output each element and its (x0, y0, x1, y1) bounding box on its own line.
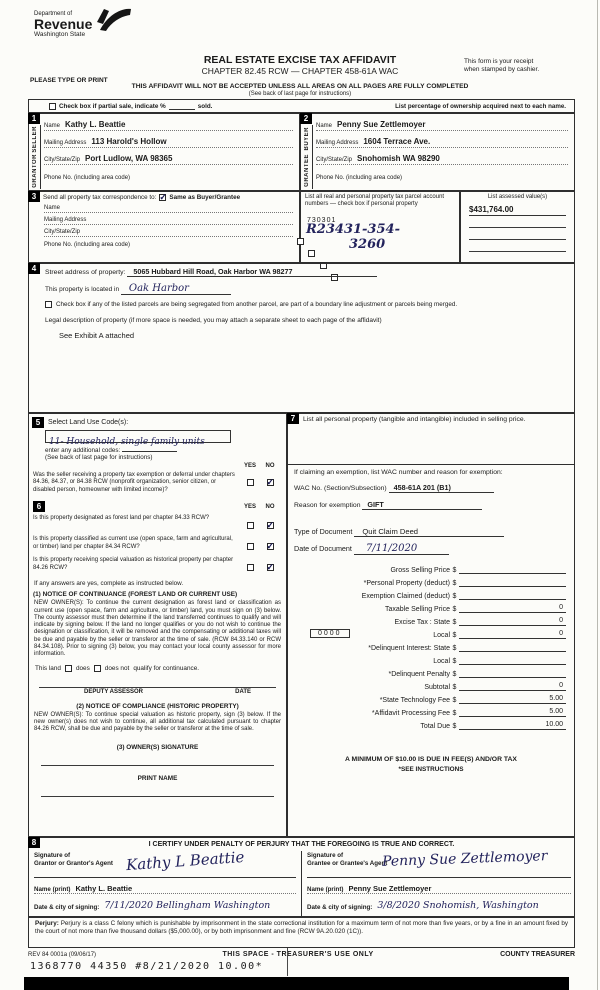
personal-property-label: List all personal property (tangible and intangible) included in selling price. (303, 416, 526, 423)
seller-side-label: SELLER (31, 125, 38, 153)
dollar-sign: $ (452, 619, 457, 627)
buyer-city-label: City/State/Zip (316, 157, 353, 163)
tax-line-subtotal (292, 678, 566, 691)
compliance-title: (2) NOTICE OF COMPLIANCE (HISTORIC PROPERTY) (76, 702, 239, 710)
print-name-title: PRINT NAME (137, 775, 178, 783)
street-address-label: Street address of property: (45, 269, 126, 276)
tax-line-label: *Delinquent Penalty (388, 671, 450, 679)
dollar-sign: $ (452, 645, 457, 653)
excise-tax-state-field[interactable]: 0 (459, 617, 566, 626)
certification-section (28, 837, 575, 917)
dollar-sign: $ (452, 567, 457, 575)
assessed-value-blank-3[interactable] (469, 240, 566, 252)
tax-line-label: Excise Tax : State (394, 619, 450, 627)
section5-see-back-note: (See back of last page for instructions) (45, 454, 153, 461)
forest-land-question-text: Is this property designated as forest land per chapter 84.33 RCW? (33, 515, 210, 522)
seller-city-field[interactable]: Port Ludlow, WA 98365 (85, 154, 173, 163)
section-3-badge: 3 (28, 191, 40, 202)
rev-form-code: REV 84 0001a (09/06/17) (28, 951, 97, 958)
historic-no-checkbox[interactable] (267, 564, 274, 571)
form-title: REAL ESTATE EXCISE TAX AFFIDAVIT (203, 54, 397, 66)
receipt-note (464, 58, 576, 74)
buyer-section (300, 113, 575, 191)
current-use-question-text: Is this property classified as current use (open space, farm and agricultural, or timber) land per chapter 84.34 RCW? (33, 536, 233, 550)
dollar-sign: $ (452, 593, 457, 601)
deferral-no-checkbox[interactable] (267, 479, 274, 486)
parcel-number-handwritten-2[interactable]: 3260 (349, 237, 386, 252)
buyer-name-field[interactable]: Penny Sue Zettlemoyer (337, 120, 426, 129)
parcel-number-typed-field[interactable]: 730301 (307, 217, 337, 224)
grantee-signature-value: Penny Sue Zettlemoyer (381, 848, 548, 870)
continuance-title: (1) NOTICE OF CONTINUANCE (FOREST LAND OR CURRENT USE) (33, 591, 238, 599)
tax-line-taxable-selling-price (292, 600, 566, 613)
grantor-certification (34, 847, 296, 911)
section-7-badge: 7 (287, 413, 299, 424)
located-in-label: This property is located in (45, 286, 120, 293)
tax-line-affidavit-processing-fee (292, 704, 566, 717)
ownership-percentage-note: List percentage of ownership acquired next to each name. (395, 103, 566, 110)
partial-sale-label: Check box if partial sale, indicate % (59, 102, 166, 110)
legal-description-value[interactable]: See Exhibit A attached (59, 331, 135, 340)
section6-header-row (33, 501, 280, 512)
same-as-buyer-checkbox[interactable] (159, 194, 166, 201)
perjury-notice (28, 917, 575, 948)
exemption-reason-label: Reason for exemption (294, 502, 361, 510)
tax-line-excise-local (292, 626, 566, 639)
form-subtitle: CHAPTER 82.45 RCW — CHAPTER 458-61A WAC (201, 66, 399, 76)
grantor-date-city-label: Date & city of signing: (34, 904, 100, 911)
section6-yes-label: YES (243, 503, 256, 510)
section-2-badge: 2 (300, 113, 312, 124)
section5-yes-label: YES (243, 463, 256, 469)
personal-property-checkbox-1[interactable] (297, 238, 304, 245)
certify-statement: I CERTIFY UNDER PENALTY OF PERJURY THAT THE FOREGOING IS TRUE AND CORRECT. (148, 841, 455, 848)
grantee-side-label: GRANTEE (303, 154, 310, 188)
grantor-sig-label-2: Grantor or Grantor's Agent (34, 859, 113, 867)
seller-phone-label: Phone No. (including area code) (44, 175, 131, 181)
segregated-label: Check box if any of the listed parcels are being segregated from another parcel, are part of a boundary line adjustment or parcels being merged. (56, 301, 458, 308)
land-use-code-field[interactable] (45, 430, 231, 447)
print-name-line[interactable] (41, 782, 274, 797)
any-yes-note: If any answers are yes, complete as instructed below. (34, 580, 184, 588)
dor-flag-icon (96, 6, 132, 39)
partial-sale-row (28, 99, 575, 113)
perjury-label: Perjury: (35, 920, 59, 927)
tax-line-label: Local (433, 658, 450, 666)
gross-selling-price-field[interactable] (459, 565, 566, 574)
subtotal-field[interactable]: 0 (459, 682, 566, 691)
tax-line-label: Exemption Claimed (deduct) (361, 593, 450, 601)
deferral-question-row (33, 472, 280, 494)
buyer-address-label: Mailing Address (316, 140, 359, 146)
forest-land-question-row (33, 515, 280, 533)
tax-correspondence-section (28, 191, 300, 263)
tax-computation-table (288, 561, 574, 730)
exemption-divider (288, 464, 574, 465)
seller-side-labels (29, 125, 41, 189)
seller-name-field[interactable]: Kathy L. Beattie (65, 120, 126, 129)
section-1-badge: 1 (28, 113, 40, 124)
grantee-sig-label-1: Signature of (307, 852, 344, 859)
grantor-sig-label-1: Signature of (34, 852, 71, 859)
grantor-name-print-label: Name (print) (34, 886, 71, 893)
grantor-signature-value: Kathy L Beattie (125, 847, 245, 875)
tax-line-total-due (292, 717, 566, 730)
buyer-side-label: BUYER (303, 126, 310, 151)
buyer-side-labels (301, 125, 313, 189)
county-treasurer-label: COUNTY TREASURER (500, 951, 575, 958)
receipt-note-line1: This form is your receipt (464, 58, 534, 65)
assessed-value-header: List assessed value(s) (487, 194, 548, 200)
land-use-code-value: 11- Household, single family units (49, 437, 205, 447)
perjury-text: Perjury is a class C felony which is punishable by imprisonment in the state correctional institution for a maximum term of not more than five years, or by a fine in an amount fixed by the court of not more than five thousand dollars ($5,000.00), or by both imprisonment and fine (RCW 9A.20.020 (1C)). (35, 920, 569, 935)
minimum-due-note: A MINIMUM OF $10.00 IS DUE IN FEE(S) AND/OR TAX (345, 756, 517, 764)
dollar-sign: $ (452, 723, 457, 731)
seller-address-label: Mailing Address (44, 140, 87, 146)
tax-line-delinquent-penalty (292, 665, 566, 678)
qualify-label: qualify for continuance. (133, 664, 200, 672)
footer-row (28, 951, 575, 958)
seller-city-label: City/State/Zip (44, 157, 81, 163)
washington-state-label: Washington State (34, 31, 86, 38)
document-type-field[interactable]: Quit Claim Deed (354, 527, 504, 537)
tax-line-label: *Affidavit Processing Fee (371, 710, 450, 718)
type-or-print-label: PLEASE TYPE OR PRINT (30, 77, 108, 84)
grantor-signature-field[interactable] (34, 847, 296, 878)
local-location-code-field[interactable]: 0000 (310, 629, 350, 638)
does-checkbox[interactable] (65, 665, 72, 672)
wac-number-field[interactable]: 458-61A 201 (B1) (389, 483, 494, 493)
tax-line-label: *Delinquent Interest: State (368, 645, 450, 653)
claiming-exemption-label: If claiming an exemption, list WAC number and reason for exemption: (294, 469, 503, 477)
grantee-name-print-field[interactable]: Penny Sue Zettlemoyer (348, 884, 432, 893)
current-use-no-checkbox[interactable] (267, 543, 274, 550)
delinquent-interest-local-field[interactable] (459, 656, 566, 665)
delinquent-interest-state-field[interactable] (459, 643, 566, 652)
buyer-address-field[interactable]: 1604 Terrace Ave. (363, 137, 431, 146)
dept-of-label: Department of (34, 11, 73, 17)
buyer-phone-label: Phone No. (including area code) (316, 175, 403, 181)
assessed-value-section (460, 191, 575, 263)
partial-sale-checkbox[interactable] (49, 103, 56, 110)
same-as-buyer-label: Same as Buyer/Grantee (169, 194, 241, 201)
tax-line-state-technology-fee (292, 691, 566, 704)
additional-codes-field[interactable] (122, 445, 177, 452)
grantee-sig-label-2: Grantee or Grantee's Agent (307, 859, 388, 867)
tax-line-label: Taxable Selling Price (385, 606, 450, 614)
dollar-sign: $ (452, 606, 457, 614)
taxable-selling-price-field[interactable]: 0 (459, 604, 566, 613)
dollar-sign: $ (452, 632, 457, 640)
see-back-note: (See back of last page for instructions) (248, 91, 352, 97)
grantee-name-print-label: Name (print) (307, 886, 344, 893)
dollar-sign: $ (452, 658, 457, 666)
wac-number-label: WAC No. (Section/Subsection) (294, 485, 387, 493)
tax-line-excise-state (292, 613, 566, 626)
parcel-number-handwritten-1[interactable]: R23431-354- (306, 222, 400, 237)
revenue-label: Revenue (34, 16, 93, 32)
grantee-date-city-label: Date & city of signing: (307, 904, 373, 911)
land-use-section (28, 413, 287, 837)
tax-line-personal-property (292, 574, 566, 587)
receipt-note-line2: when stamped by cashier. (464, 66, 540, 73)
section-4-badge: 4 (28, 263, 40, 274)
exemption-claimed-field[interactable] (459, 591, 566, 600)
section5-no-label: NO (265, 463, 275, 469)
partial-sale-percent-field[interactable] (169, 102, 195, 110)
section-8-badge: 8 (28, 837, 40, 848)
tax-line-label: *Personal Property (deduct) (363, 580, 450, 588)
personal-property-blank-area[interactable] (288, 424, 574, 464)
historic-property-question-row (33, 557, 280, 575)
deferral-question-text: Was the seller receiving a property tax exemption or deferral under chapters 84.36, 84.37, or 84.38 RCW (nonprofit organization, senior citizen, or disabled person, homeowner with limited income)? (33, 472, 235, 493)
forest-land-no-checkbox[interactable] (267, 522, 274, 529)
document-type-label: Type of Document (294, 527, 353, 537)
warning-line: THIS AFFIDAVIT WILL NOT BE ACCEPTED UNLESS ALL AREAS ON ALL PAGES ARE FULLY COMPLETED (131, 83, 469, 90)
tax-line-label: Subtotal (424, 684, 450, 692)
section6-no-label: NO (265, 503, 275, 510)
parcel-numbers-section (300, 191, 460, 263)
does-not-label: does not (104, 664, 130, 672)
located-in-field[interactable]: Oak Harbor (121, 283, 231, 295)
segregated-checkbox[interactable] (45, 301, 52, 308)
deputy-date-label: DATE (235, 688, 251, 695)
tax-line-label: Gross Selling Price (390, 567, 450, 575)
current-use-yes-checkbox[interactable] (247, 543, 254, 550)
corr-phone-label: Phone No. (including area code) (44, 242, 131, 248)
corr-city-label: City/State/Zip (44, 229, 81, 235)
dollar-sign: $ (452, 684, 457, 692)
section-5-badge: 5 (32, 417, 44, 428)
state-technology-fee-field[interactable]: 5.00 (459, 695, 566, 704)
dollar-sign: $ (452, 580, 457, 588)
assessed-value-blank-1[interactable] (469, 216, 566, 228)
assessed-value-field[interactable]: $431,764.00 (469, 205, 566, 216)
historic-yes-checkbox[interactable] (247, 564, 254, 571)
tax-line-delinquent-interest-state (292, 639, 566, 652)
parcel-header: List all real and personal property tax parcel account numbers — check box if personal property (305, 194, 445, 207)
corr-name-label: Name (44, 205, 61, 211)
does-label: does (75, 664, 90, 672)
buyer-city-field[interactable]: Snohomish WA 98290 (357, 154, 440, 163)
street-address-field[interactable]: 5065 Hubbard Hill Road, Oak Harbor WA 98277 (127, 267, 377, 277)
dollar-sign: $ (452, 671, 457, 679)
continuance-text: NEW OWNER(S): To continue the current designation as forest land or classification as current use (open space, farm and agriculture, or timber) land, you must sign on (3) below. The county assessor must then determine if the land transferred continues to qualify and will indicate by signing below. If the land no longer qualifies or you do not wish to continue the designation or classification, it will be removed and the compensating or additional taxes will be due and payable by the seller or transferor at the time of sale. (RCW 84.33.140 or RCW 84.34.108). Prior to signing (3) below, you may contact your local county assessor for more information. (34, 600, 281, 658)
legal-description-label: Legal description of property (if more space is needed, you may attach a separate sheet to each page of the affidavit) (45, 317, 382, 324)
tax-line-label: Total Due (420, 723, 450, 731)
dollar-sign: $ (452, 697, 457, 705)
buyer-name-label: Name (316, 123, 333, 129)
certification-divider (301, 851, 302, 916)
historic-property-question-text: Is this property receiving special valuation as historical property per chapter 84.26 RCW? (33, 557, 234, 571)
corr-address-label: Mailing Address (44, 217, 87, 223)
this-land-label: This land (35, 664, 61, 672)
treasurer-divider (287, 948, 288, 976)
treasurer-stamp: 1368770 44350 #8/21/2020 10.00* (30, 961, 264, 972)
grantor-date-city-field[interactable]: 7/11/2020 Bellingham Washington (104, 900, 271, 911)
forest-land-yes-checkbox[interactable] (247, 522, 254, 529)
tax-line-exemption-claimed (292, 587, 566, 600)
additional-codes-label: enter any additional codes: (45, 447, 121, 454)
delinquent-penalty-field[interactable] (459, 669, 566, 678)
tax-line-label: Local (433, 632, 450, 640)
current-use-question-row (33, 536, 280, 554)
grantor-name-print-field[interactable]: Kathy L. Beattie (75, 884, 133, 893)
send-correspondence-label: Send all property tax correspondence to: (43, 194, 157, 201)
owner-signature-line[interactable] (41, 751, 274, 766)
excise-tax-local-field[interactable]: 0 (459, 630, 566, 639)
assessed-value-blank-2[interactable] (469, 228, 566, 240)
owners-signature-title: (3) OWNER(S) SIGNATURE (116, 744, 199, 752)
exemption-reason-field[interactable]: GIFT (362, 500, 482, 510)
seller-name-label: Name (44, 123, 61, 129)
document-date-field[interactable]: 7/11/2020 (354, 543, 449, 555)
tax-line-gross-selling-price (292, 561, 566, 574)
land-use-label: Select Land Use Code(s): (48, 419, 129, 426)
does-not-checkbox[interactable] (94, 665, 101, 672)
personal-property-checkbox-2[interactable] (308, 250, 315, 257)
deputy-assessor-label: DEPUTY ASSESSOR (84, 688, 144, 695)
scan-edge-artifact (597, 0, 598, 990)
treasurer-space-label: THIS SPACE - TREASURER'S USE ONLY (222, 951, 374, 958)
deputy-assessor-row (39, 689, 276, 695)
deferral-yes-checkbox[interactable] (247, 479, 254, 486)
affidavit-processing-fee-field[interactable]: 5.00 (459, 708, 566, 717)
tax-line-label: *State Technology Fee (379, 697, 450, 705)
grantee-signature-field[interactable] (307, 848, 571, 878)
seller-section (28, 113, 300, 191)
section-6-badge: 6 (33, 501, 45, 512)
scan-black-bar (24, 977, 569, 990)
see-instructions-note: *SEE INSTRUCTIONS (398, 766, 464, 774)
property-location-section (28, 263, 575, 413)
grantee-certification (307, 848, 571, 911)
personal-property-deduct-field[interactable] (459, 578, 566, 587)
section5-yes-no-header (33, 463, 280, 469)
continuance-qualify-row (35, 665, 280, 672)
dollar-sign: $ (452, 710, 457, 718)
seller-address-field[interactable]: 113 Harold's Hollow (91, 137, 167, 146)
grantor-side-label: GRANTOR (31, 154, 38, 189)
sold-label: sold. (197, 102, 213, 110)
excise-tax-section (287, 413, 575, 837)
tax-line-delinquent-interest-local (292, 652, 566, 665)
deputy-assessor-signature-line[interactable] (39, 680, 276, 688)
total-due-field[interactable]: 10.00 (459, 721, 566, 730)
compliance-text: NEW OWNER(S): To continue special valuation as historic property, sign (3) below. If the new owner(s) does not wish to continue, all additional tax calculated pursuant to chapter 84.26 RCW, shall be due and payable by the seller or transferor at the time of sale. (34, 711, 281, 733)
grantee-date-city-field[interactable]: 3/8/2020 Snohomish, Washington (377, 900, 539, 911)
document-date-label: Date of Document (294, 544, 352, 554)
